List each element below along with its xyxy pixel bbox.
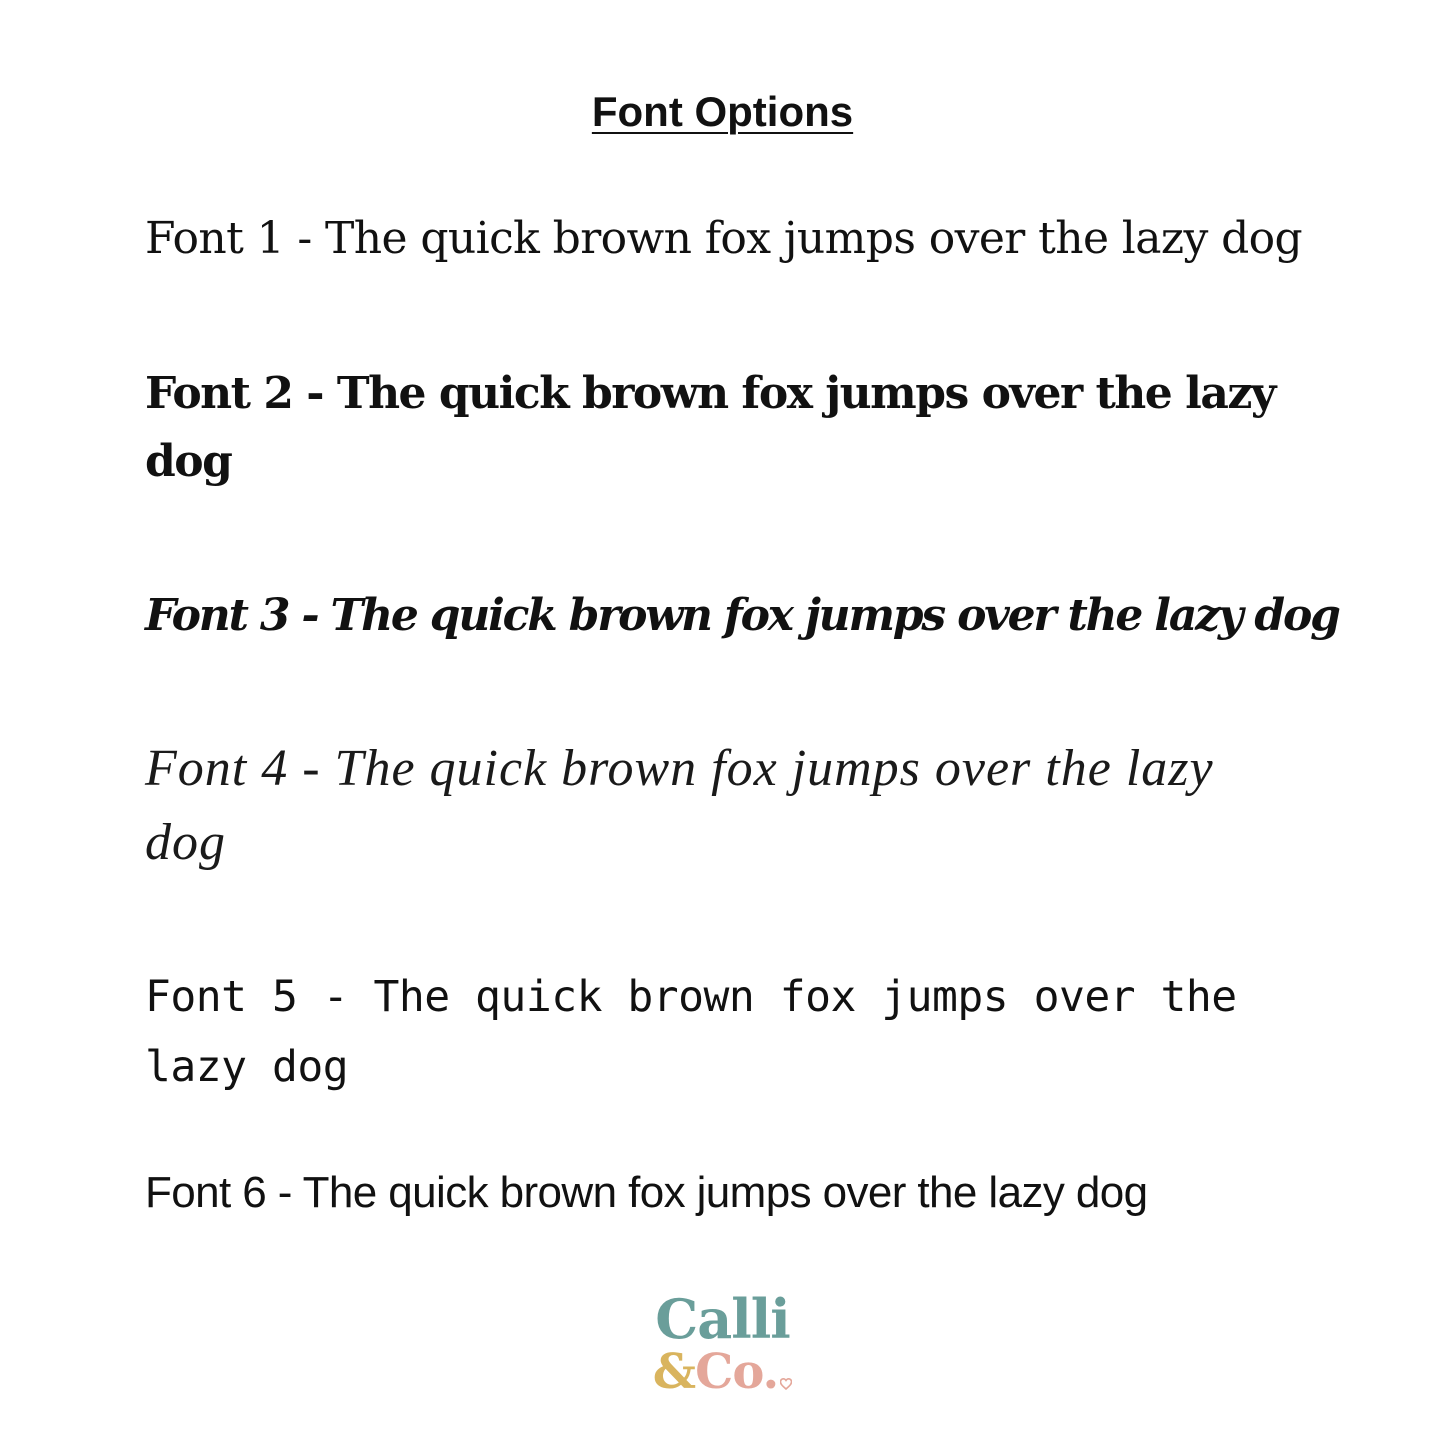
logo-calli: Calli <box>655 1287 790 1351</box>
font-sample-3: Font 3 - The quick brown fox jumps over the lazy dog <box>145 590 1339 641</box>
font-sample-1: Font 1 - The quick brown fox jumps over the lazy dog <box>145 213 1303 264</box>
font-sample-6: Font 6 - The quick brown fox jumps over the lazy dog <box>145 1168 1148 1217</box>
font-sample-4: Font 4 - The quick brown fox jumps over the lazy dog <box>145 740 1214 871</box>
brand-logo <box>0 1287 1445 1400</box>
heart-icon <box>780 1378 792 1390</box>
font-sample-2: Font 2 - The quick brown fox jumps over the lazy dog <box>145 368 1275 487</box>
logo-ampersand: & <box>652 1344 696 1400</box>
page-title: Font Options <box>591 88 854 135</box>
logo-co: Co. <box>695 1344 779 1400</box>
logo-and-co <box>0 1344 1445 1400</box>
font-sample-5: Font 5 - The quick brown fox jumps over the lazy dog <box>145 972 1237 1092</box>
